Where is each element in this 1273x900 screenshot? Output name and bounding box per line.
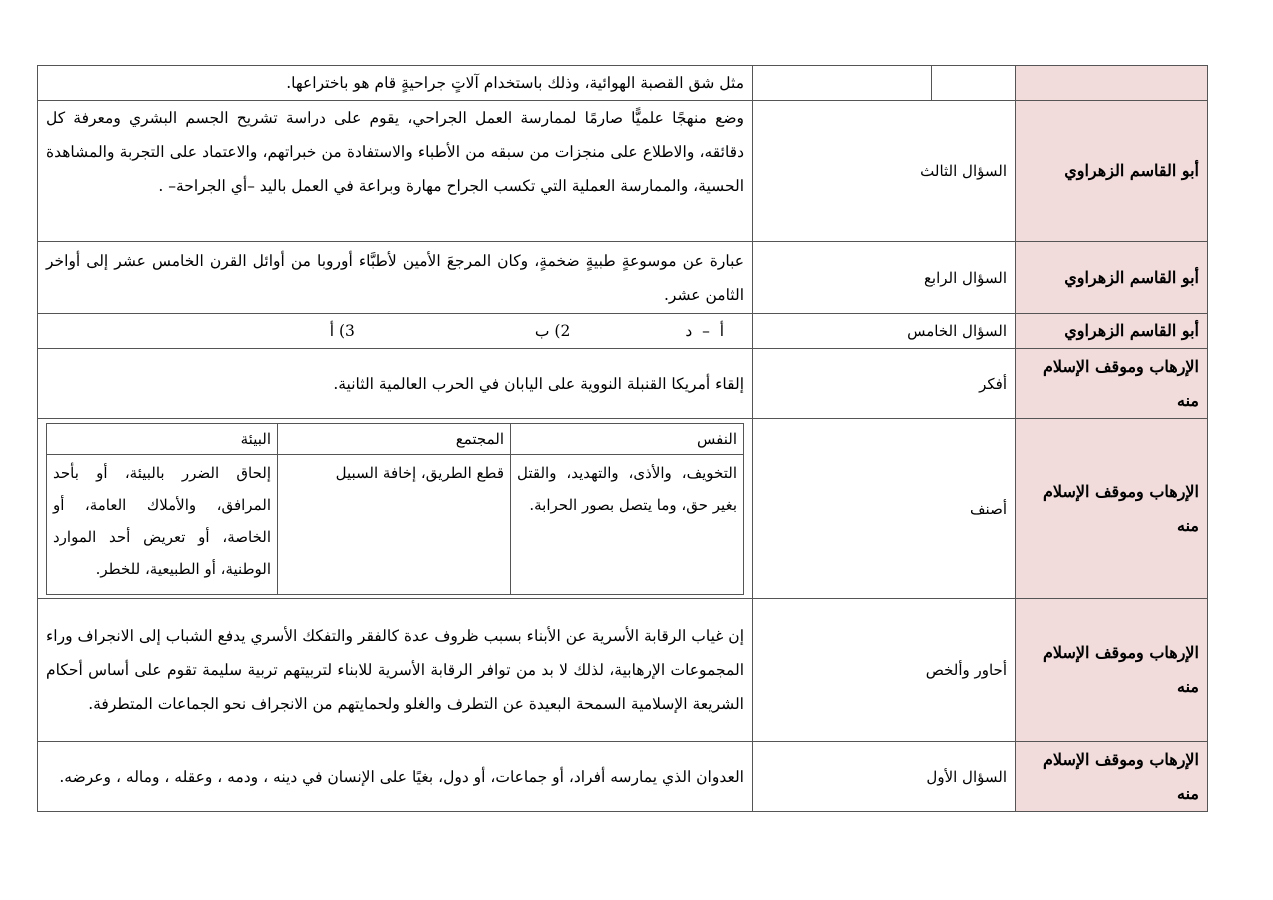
answer-cell: مثل شق القصبة الهوائية، وذلك باستخدام آلاتٍ جراحيةٍ قام هو باختراعها. [38, 66, 753, 101]
table-row [38, 349, 1208, 419]
header-environment: البيئة [47, 423, 278, 454]
answer-cell: إلقاء أمريكا القنبلة النووية على اليابان في الحرب العالمية الثانية. [38, 349, 753, 419]
header-society: المجتمع [278, 423, 511, 454]
answer-1: أ – د [685, 322, 724, 340]
answer-cell [38, 314, 753, 349]
question-cell: السؤال الثالث [753, 101, 1016, 242]
answer-cell: عبارة عن موسوعةٍ طبيةٍ ضخمةٍ، وكان المرجعَ الأمين لأطبَّاء أوروبا من أوائل القرن الخامس عشر إلى أواخر الثامن عشر. [38, 242, 753, 314]
question-cell: السؤال الرابع [753, 242, 1016, 314]
classification-values-row [47, 454, 744, 594]
spacer-cell [932, 66, 1016, 101]
value-environment: إلحاق الضرر بالبيئة، أو بأحد المرافق، والأملاك العامة، أو الخاصة، أو تعريض أحد الموارد الوطنية، أو الطبيعية، للخطر. [47, 454, 278, 594]
lesson-cell: الإرهاب وموقف الإسلام منه [1016, 742, 1208, 812]
classification-header-row [47, 423, 744, 454]
table-row [38, 242, 1208, 314]
lesson-cell: الإرهاب وموقف الإسلام منه [1016, 349, 1208, 419]
answer-cell: إن غياب الرقابة الأسرية عن الأبناء بسبب ظروف عدة كالفقر والتفكك الأسري يدفع الشباب إلى الانجراف وراء المجموعات الإرهابية، لذلك لا بد من توافر الرقابة الأسرية للابناء لتربيتهم تربية سليمة تقوم على أساس أحكام الشريعة الإسلامية السمحة البعيدة عن التطرف والغلو ولحمايتهم من الانجراف نحو الجماعات المتطرفة. [38, 599, 753, 742]
lesson-cell: أبو القاسم الزهراوي [1016, 101, 1208, 242]
answer-3: 3) أ [329, 322, 355, 340]
classification-table [46, 423, 744, 595]
question-cell: السؤال الأول [753, 742, 1016, 812]
question-cell: السؤال الخامس [753, 314, 1016, 349]
answer-cell: وضع منهجًا علميًّا صارمًا لممارسة العمل الجراحي، يقوم على دراسة تشريح الجسم البشري ومعرفة كل دقائقه، والاطلاع على منجزات من سبقه من الأطباء والاستفادة من خبراتهم، والاعتماد على التجربة والمشاهدة الحسية، والممارسة العملية التي تكسب الجراح مهارة وبراعة في العمل باليد –أي الجراحة– . [38, 101, 753, 242]
lesson-cell: أبو القاسم الزهراوي [1016, 242, 1208, 314]
question-cell: أصنف [753, 419, 1016, 599]
lesson-cell [1016, 66, 1208, 101]
table-row [38, 101, 1208, 242]
lesson-cell: أبو القاسم الزهراوي [1016, 314, 1208, 349]
table-row [38, 742, 1208, 812]
question-cell [753, 66, 932, 101]
question-cell: أفكر [753, 349, 1016, 419]
answer-cell: العدوان الذي يمارسه أفراد، أو جماعات، أو دول، بغيًا على الإنسان في دينه ، ودمه ، وعقله ، وماله ، وعرضه. [38, 742, 753, 812]
table-row [38, 419, 1208, 599]
answers-table [37, 65, 1208, 812]
mcq-answers [46, 314, 744, 348]
table-row [38, 314, 1208, 349]
lesson-cell: الإرهاب وموقف الإسلام منه [1016, 419, 1208, 599]
table-row [38, 599, 1208, 742]
classification-cell [38, 419, 753, 599]
value-self: التخويف، والأذى، والتهديد، والقتل بغير حق، وما يتصل بصور الحرابة. [511, 454, 744, 594]
lesson-cell: الإرهاب وموقف الإسلام منه [1016, 599, 1208, 742]
question-cell: أحاور وألخص [753, 599, 1016, 742]
value-society: قطع الطريق، إخافة السبيل [278, 454, 511, 594]
header-self: النفس [511, 423, 744, 454]
answer-2: 2) ب [534, 322, 571, 340]
table-row [38, 66, 1208, 101]
